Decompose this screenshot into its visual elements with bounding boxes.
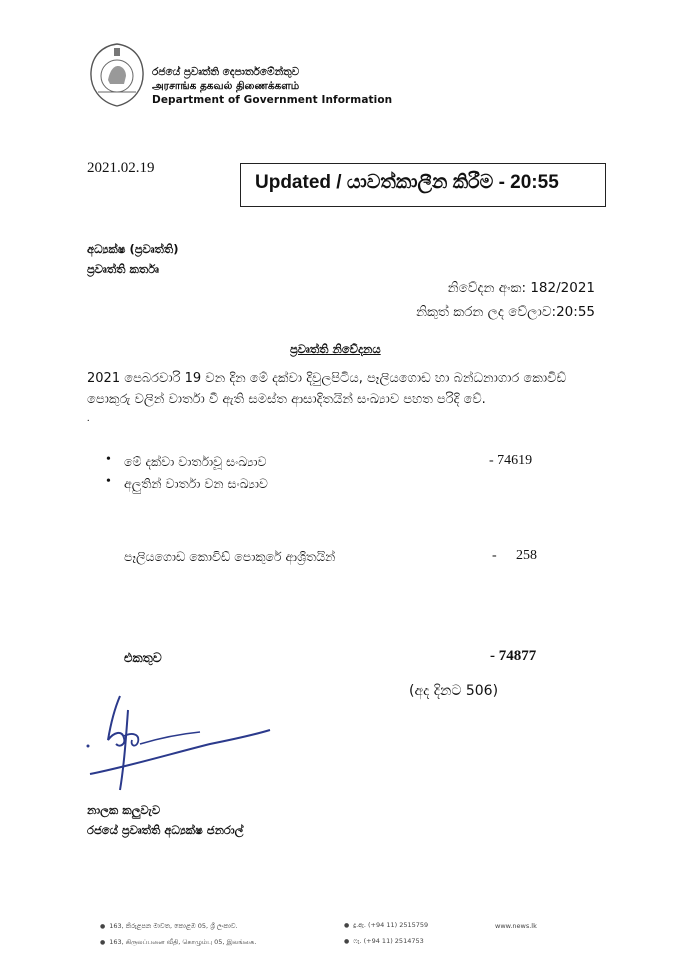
paragraph-line-1: 2021 පෙබරවාරි 19 වන දින මේ දක්වා දිවුලපිටිය, පෑලියගොඩ හා බන්ධනාගාර කොවිඩ් [87, 371, 567, 386]
today-count-note: (අද දිනට 506) [409, 683, 499, 699]
stray-mark: . [87, 413, 90, 424]
update-banner-text: Updated / යාවත්කාලීන කිරීම - 20:55 [255, 172, 559, 193]
peliyagoda-contacts-value: 258 [516, 548, 537, 563]
bullet-label-reported-total: මේ දක්වා වාර්තාවූ සංඛ්‍යාව [124, 454, 267, 469]
department-name-tamil: அரசாங்க தகவல் திணைக்களம் [152, 80, 300, 92]
peliyagoda-contacts-label: පෑලියගොඩ කොවිඩ් පොකුරේ ආශ්‍රිතයින් [124, 549, 336, 564]
footer-bullet-icon: ● [100, 939, 106, 946]
footer-address-tamil: ● 163, கிருலப்பனை வீதி, கொழும்பு 05, இலங்கை. [100, 938, 257, 946]
recipient-director-news: අධ්‍යක්ෂ (ප්‍රවෘත්ති) [87, 242, 179, 256]
footer-website: www.news.lk [495, 922, 537, 930]
footer-bullet-icon: ● [100, 923, 106, 930]
handwritten-signature [80, 688, 280, 793]
bullet-label-newly-reported: අලුතින් වාර්තා වන සංඛ්‍යාව [124, 476, 268, 491]
update-banner [240, 163, 606, 207]
bullet-icon: • [106, 452, 111, 467]
footer-bullet-icon: ● [344, 922, 350, 929]
recipient-news-editor: ප්‍රවෘත්ති කර්තෘ [87, 262, 159, 276]
signatory-name: නාලක කලුවැව [87, 803, 161, 817]
total-value: - 74877 [490, 648, 537, 664]
signatory-title: රජයේ ප්‍රවෘත්ති අධ්‍යක්ෂ ජනරාල් [87, 823, 244, 837]
department-name-english: Department of Government Information [152, 94, 393, 106]
government-emblem [88, 42, 146, 108]
footer-telephone: ● දු.ඇ. (+94 11) 2515759 [344, 921, 429, 929]
department-name-sinhala: රජයේ ප්‍රවෘත්ති දෙපාර්තමේන්තුව [152, 66, 300, 78]
footer-address-sinhala: ● 163, කිරුළපන මාවත, කොළඹ 05, ශ්‍රී ලංකාව. [100, 922, 238, 930]
document-date: 2021.02.19 [87, 160, 155, 176]
notice-title: ප්‍රවෘත්ති නිවේදනය [290, 342, 381, 356]
paragraph-line-2: පොකුරු වලින් වාර්තා වී ඇති සමස්ත ආසාදිතයින් සංඛ්‍යාව පහත පරිදි වේ. [87, 392, 486, 407]
bullet-icon: • [106, 474, 111, 489]
footer-fax: ● ෆැ. (+94 11) 2514753 [344, 937, 424, 945]
footer-bullet-icon: ● [344, 938, 350, 945]
total-label: එකතුව [124, 650, 162, 665]
release-reference: නිවේදන අංක: 182/2021 [447, 280, 595, 296]
bullet-value-reported-total: - 74619 [489, 453, 533, 468]
peliyagoda-contacts-dash: - [492, 548, 497, 563]
issue-time: නිකුත් කරන ලද වේලාව:20:55 [416, 304, 595, 320]
